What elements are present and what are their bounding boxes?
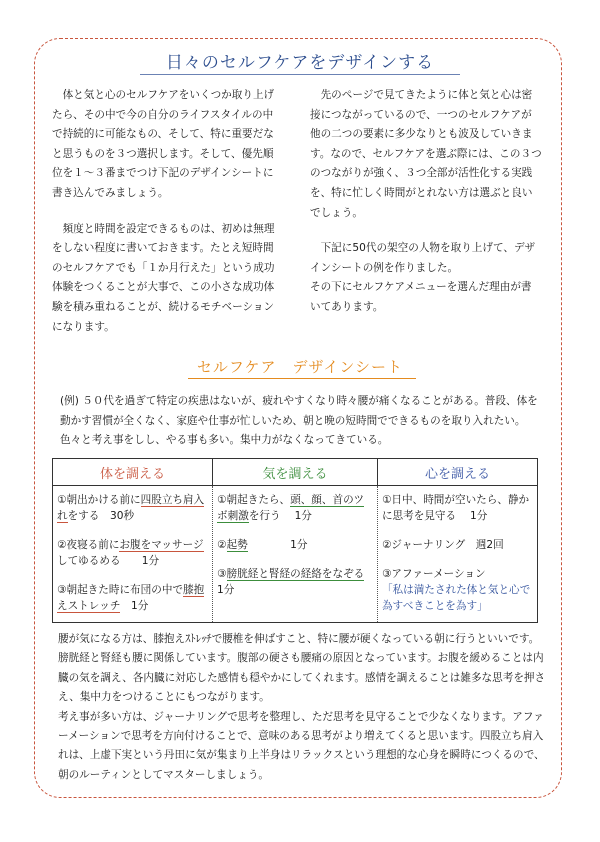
body-item-3-highlight: 膝抱えストレッチ (57, 584, 205, 612)
body-item-1-highlight: 四股立ち肩入れ (57, 494, 205, 522)
ki-item-3: ③膀胱経と腎経の経絡をなぞる 1分 (217, 568, 375, 596)
summary-paragraph-1: 腰が気になる方は、膝抱えｽﾄﾚｯﾁで腰椎を伸ばすこと、特に腰が硬くなっている朝に行うといいです。膀胱経と腎経も腰に関係しています。腹部の硬さも腰痛の原因となっています。お腹を緩めることは内臓の気を調え、各内臓に対応した感情も穏やかにしてくれます。感情を調えることは雑多な思考を押さえ、集中力をつけることにもつながります。 (58, 633, 546, 704)
design-sheet-table (52, 458, 538, 623)
page-title: 日々のセルフケアをデザインする (165, 53, 435, 73)
ki-item-1-highlight: 頭、顔、首のツボ刺激 (217, 494, 365, 522)
intro-right-paragraph-1: 先のページで見てきたように体と気と心は密接につながっているので、一つのセルフケアが他の二つの要素に多少なりとも波及していきます。なので、セルフケアを選ぶ際には、この３つのつながりが強く、３つ全部が活性化する実践を、特に忙しく時間がとれない方は選ぶと良いでしょう。 (310, 89, 542, 219)
header-mind: 心を調える (377, 459, 537, 486)
header-ki: 気を調える (213, 459, 378, 486)
body-item-2-highlight: お腹をマッサージ (119, 539, 204, 551)
intro-right-paragraph-3: その下にセルフケアメニューを選んだ理由が書いてあります。 (310, 281, 532, 313)
ki-item-3-highlight: 膀胱経と腎経の経絡をなぞる (226, 568, 365, 580)
intro-right-paragraph-2: 下記に50代の架空の人物を取り上げて、デザインシートの例を作りました。 (310, 242, 536, 274)
body-item-1: ①朝出かける前に四股立ち肩入れをする 30秒 (57, 494, 205, 522)
sheet-title-underline (188, 378, 416, 379)
example-text: (例) ５０代を過ぎて特定の疾患はないが、疲れやすくなり時々腰が痛くなることがある。普段、体を動かす習慣が全くなく、家庭や仕事が忙しいため、朝と晩の短時間でできるものを取り入れたい。色々と考え事をしし、やる事も多い。集中力がなくなってきている。 (60, 395, 538, 447)
mind-item-2: ②ジャーナリング 週2回 (381, 539, 504, 551)
sheet-title: セルフケア デザインシート (196, 358, 404, 376)
table-header-row (53, 459, 538, 486)
summary-text (58, 630, 546, 785)
title-underline (140, 74, 460, 75)
table-content-row (53, 486, 538, 623)
intro-left-paragraph-1: 体と気と心のセルフケアをいくつか取り上げたら、その中で今の自分のライフスタイルの中で持続的に可能なもの、そして、特に重要だなと思うものを３つ選択します。そして、優先順位を１〜３番までつけ下記のデザインシートに書き込んでみましょう。 (52, 89, 275, 199)
mind-cell (377, 486, 537, 623)
intro-right-column (310, 86, 542, 318)
example-description (60, 392, 540, 451)
body-item-2: ②夜寝る前にお腹をマッサージしてゆるめる 1分 (57, 539, 204, 567)
mind-item-1: ①日中、時間が空いたら、静かに思考を見守る 1分 (381, 494, 530, 522)
ki-item-1: ①朝起きたら、頭、顔、首のツボ刺激を行う 1分 (217, 494, 365, 522)
affirmation-quote: 「私は満たされた体と気と心で為すべきことを為す」 (381, 584, 531, 612)
intro-left-paragraph-2: 頻度と時間を設定できるものは、初めは無理をしない程度に書いておきます。たとえ短時間のセルフケアでも「１か月行えた」という成功体験をつくることが大事で、この小さな成功体験を積み重ねることが、続けるモチベーションになります。 (52, 222, 275, 333)
ki-cell (213, 486, 378, 623)
mind-item-3: ③アファーメーション (381, 568, 486, 580)
summary-paragraph-2: 考え事が多い方は、ジャーナリングで思考を整理し、ただ思考を見守ることで少なくなります。アファーメーションで思考を方向付けることで、意味のある思考がより増えてくると思います。四股立ち肩入れは、上虚下実という丹田に気が集まり上半身はリラックスという理想的な心身を瞬時につくるので、朝のルーティンとしてマスターしましょう。 (58, 710, 545, 781)
body-cell (53, 486, 213, 623)
ki-item-2-highlight: 起勢 (226, 539, 248, 551)
body-item-3: ③朝起きた時に布団の中で膝抱えストレッチ 1分 (57, 584, 205, 612)
intro-left-column (52, 86, 278, 337)
ki-item-2: ②起勢 1分 (217, 539, 308, 551)
header-body: 体を調える (53, 459, 213, 486)
